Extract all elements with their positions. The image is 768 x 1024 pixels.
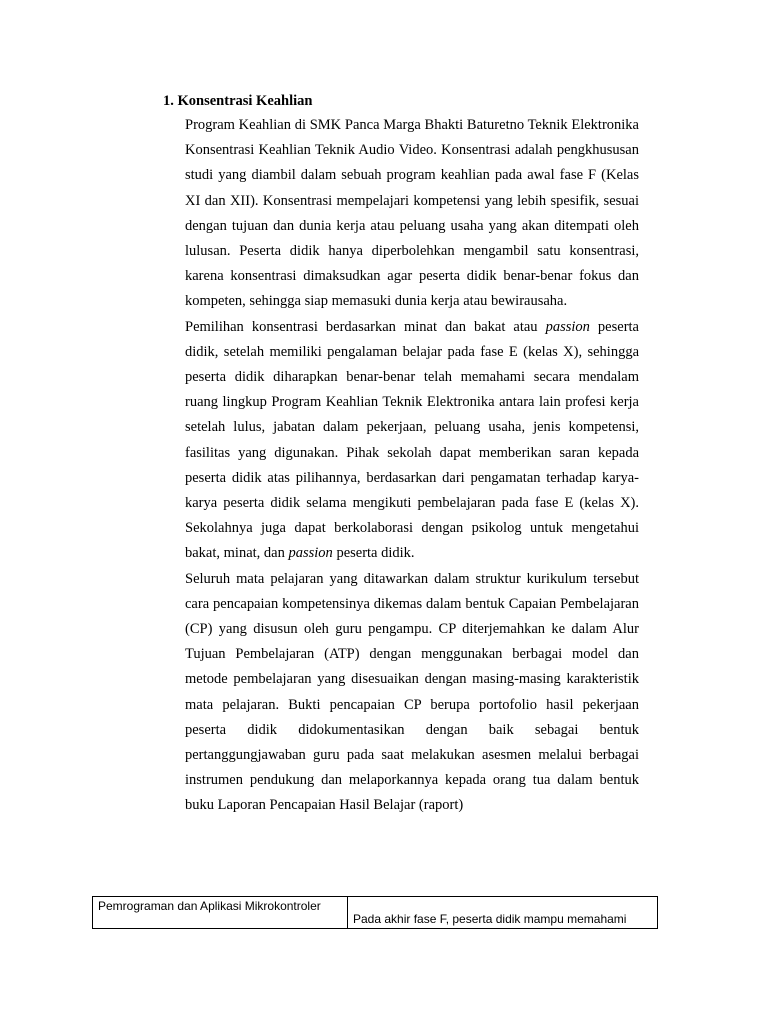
paragraph-pemilihan-konsentrasi: [185, 315, 639, 567]
learning-outcome-text: Pada akhir fase F, peserta didik mampu memahami: [353, 912, 627, 926]
subject-name-cell: Pemrograman dan Aplikasi Mikrokontroler: [93, 897, 348, 928]
learning-outcome-cell: [348, 897, 657, 928]
section-body: [185, 113, 639, 819]
paragraph-text: peserta didik.: [332, 545, 415, 562]
subject-table-row: [92, 896, 658, 929]
section-heading: 1. Konsentrasi Keahlian: [163, 93, 313, 109]
paragraph-text: Pemilihan konsentrasi berdasarkan minat dan bakat atau: [185, 318, 546, 335]
paragraph-text: peserta didik, setelah memiliki pengalaman belajar pada fase E (kelas X), sehingga peserta didik diharapkan benar-benar telah memahami secara mendalam ruang lingkup Program Keahlian Teknik Elektronika antara lain profesi kerja setelah lulus, jabatan dalam pekerjaan, peluang usaha, jenis kompetensi, fasilitas yang digunakan. Pihak sekolah dapat memberikan saran kepada peserta didik atas pilihannya, berdasarkan dari pengamatan terhadap karya-karya peserta didik selama mengikuti pembelajaran pada fase E (kelas X). Sekolahnya juga dapat berkolaborasi dengan psikolog untuk mengetahui bakat, minat, dan: [185, 318, 639, 562]
paragraph-program-keahlian: Program Keahlian di SMK Panca Marga Bhakti Baturetno Teknik Elektronika Konsentrasi Keahlian Teknik Audio Video. Konsentrasi adalah pengkhususan studi yang diambil dalam sebuah program keahlian pada awal fase F (Kelas XI dan XII). Konsentrasi mempelajari kompetensi yang lebih spesifik, sesuai dengan tujuan dan dunia kerja atau peluang usaha yang akan ditempati oleh lulusan. Peserta didik hanya diperbolehkan mengambil satu konsentrasi, karena konsentrasi dimaksudkan agar peserta didik benar-benar fokus dan kompeten, sehingga siap memasuki dunia kerja atau bewirausaha.: [185, 117, 639, 310]
italic-term: passion: [288, 545, 333, 562]
paragraph-mata-pelajaran: Seluruh mata pelajaran yang ditawarkan dalam struktur kurikulum tersebut cara pencapaian kompetensinya dikemas dalam bentuk Capaian Pembelajaran (CP) yang disusun oleh guru pengampu. CP diterjemahkan ke dalam Alur Tujuan Pembelajaran (ATP) dengan menggunakan berbagai model dan metode pembelajaran yang disesuaikan dengan masing-masing karakteristik mata pelajaran. Bukti pencapaian CP berupa portofolio hasil pekerjaan peserta didik didokumentasikan dengan baik sebagai bentuk pertanggungjawaban guru pada saat melakukan asesmen melalui berbagai instrumen pendukung dan melaporkannya kepada orang tua dalam bentuk buku Laporan Pencapaian Hasil Belajar (raport): [185, 570, 639, 814]
italic-term: passion: [545, 318, 590, 335]
